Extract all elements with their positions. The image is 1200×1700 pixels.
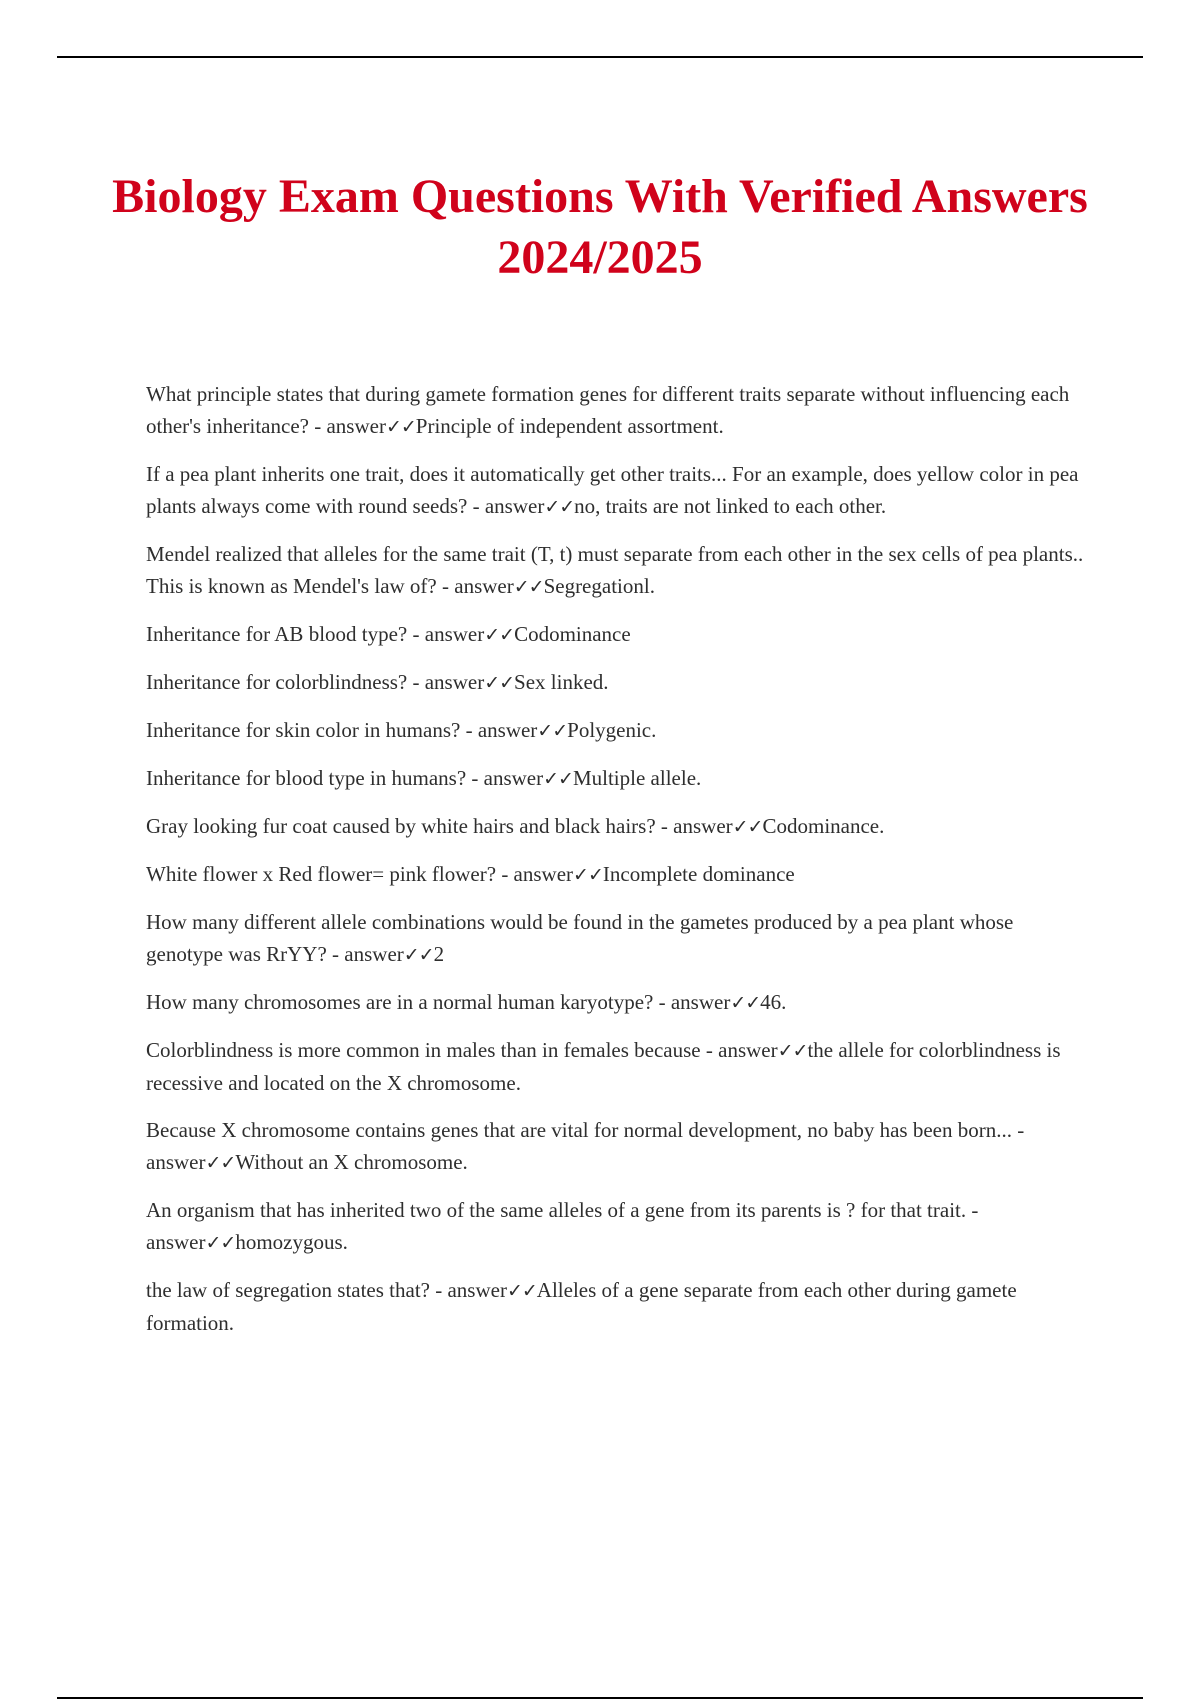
question-text: Colorblindness is more common in males than in females because: [146, 1038, 701, 1062]
checkmark-icon: ✓✓: [573, 864, 603, 886]
question-text: Inheritance for skin color in humans?: [146, 718, 461, 742]
answer-text: Sex linked.: [514, 670, 609, 694]
qa-item: [146, 986, 1092, 1019]
qa-item: [146, 714, 1092, 747]
qa-item: [146, 858, 1092, 891]
qa-item: [146, 378, 1092, 443]
checkmark-icon: ✓✓: [506, 1280, 537, 1302]
answer-separator: - answer: [655, 814, 733, 838]
answer-separator: - answer: [326, 942, 404, 966]
checkmark-icon: ✓✓: [205, 1152, 236, 1174]
qa-item: [146, 810, 1092, 843]
answer-text: Codominance.: [762, 814, 885, 838]
qa-item: [146, 1034, 1092, 1099]
question-text: If a pea plant inherits one trait, does it automatically get other traits... For an example, does yellow color in pea plants always come with round seeds?: [146, 462, 1079, 518]
answer-separator: - answer: [146, 1118, 1025, 1174]
question-text: Inheritance for AB blood type?: [146, 622, 408, 646]
answer-text: Principle of independent assortment.: [415, 414, 724, 438]
question-text: How many different allele combinations would be found in the gametes produced by a pea plant whose genotype was RrYY?: [146, 910, 1014, 966]
question-text: Mendel realized that alleles for the same trait (T, t) must separate from each other in the sex cells of pea plants.. This is known as Mendel's law of?: [146, 542, 1084, 598]
answer-separator: - answer: [467, 494, 545, 518]
answer-text: 46.: [760, 990, 787, 1014]
answer-separator: - answer: [407, 622, 485, 646]
answer-separator: - answer: [429, 1278, 507, 1302]
checkmark-icon: ✓✓: [732, 816, 763, 838]
checkmark-icon: ✓✓: [205, 1232, 236, 1254]
qa-item: [146, 618, 1092, 651]
question-text: An organism that has inherited two of the same alleles of a gene from its parents is ? for that trait.: [146, 1198, 967, 1222]
answer-separator: - answer: [496, 862, 574, 886]
answer-separator: - answer: [460, 718, 538, 742]
answer-text: Multiple allele.: [572, 766, 702, 790]
answer-text: Polygenic.: [567, 718, 657, 742]
top-rule: [57, 56, 1143, 58]
answer-text: Alleles of a gene separate from each other during gamete formation.: [146, 1278, 1017, 1335]
question-text: the law of segregation states that?: [146, 1278, 430, 1302]
qa-item: [146, 458, 1092, 523]
answer-text: homozygous.: [235, 1230, 348, 1254]
checkmark-icon: ✓✓: [730, 992, 761, 1014]
answer-separator: - answer: [653, 990, 731, 1014]
qa-item: [146, 906, 1092, 971]
answer-text: Incomplete dominance: [602, 862, 795, 886]
qa-item: [146, 1194, 1092, 1259]
qa-item: [146, 762, 1092, 795]
checkmark-icon: ✓✓: [543, 768, 573, 790]
checkmark-icon: ✓✓: [777, 1040, 808, 1062]
answer-text: Segregationl.: [543, 574, 655, 598]
qa-item: [146, 538, 1092, 603]
question-text: Inheritance for blood type in humans?: [146, 766, 467, 790]
answer-separator: - answer: [700, 1038, 778, 1062]
answer-text: Without an X chromosome.: [235, 1150, 468, 1174]
checkmark-icon: ✓✓: [403, 944, 434, 966]
answer-separator: - answer: [407, 670, 485, 694]
checkmark-icon: ✓✓: [513, 576, 544, 598]
checkmark-icon: ✓✓: [537, 720, 568, 742]
question-text: How many chromosomes are in a normal human karyotype?: [146, 990, 654, 1014]
checkmark-icon: ✓✓: [385, 416, 416, 438]
question-text: Inheritance for colorblindness?: [146, 670, 408, 694]
bottom-rule: [57, 1697, 1143, 1699]
checkmark-icon: ✓✓: [544, 496, 575, 518]
checkmark-icon: ✓✓: [484, 624, 515, 646]
answer-text: 2: [433, 942, 445, 966]
answer-separator: - answer: [436, 574, 514, 598]
qa-item: [146, 666, 1092, 699]
question-text: White flower x Red flower= pink flower?: [146, 862, 497, 886]
qa-item: [146, 1274, 1092, 1339]
answer-text: the allele for colorblindness is recessive and located on the X chromosome.: [146, 1038, 1061, 1095]
checkmark-icon: ✓✓: [484, 672, 515, 694]
answer-separator: - answer: [308, 414, 386, 438]
answer-text: Codominance: [514, 622, 631, 646]
qa-list: [146, 378, 1092, 1354]
qa-item: [146, 1114, 1092, 1179]
answer-separator: - answer: [146, 1198, 979, 1254]
answer-text: no, traits are not linked to each other.: [574, 494, 887, 518]
answer-separator: - answer: [466, 766, 544, 790]
question-text: Gray looking fur coat caused by white hairs and black hairs?: [146, 814, 656, 838]
question-text: What principle states that during gamete formation genes for different traits separate without influencing each other's inheritance?: [146, 382, 1070, 438]
question-text: Because X chromosome contains genes that are vital for normal development, no baby has been born...: [146, 1118, 1012, 1142]
document-title: Biology Exam Questions With Verified Answers 2024/2025: [112, 170, 1088, 284]
